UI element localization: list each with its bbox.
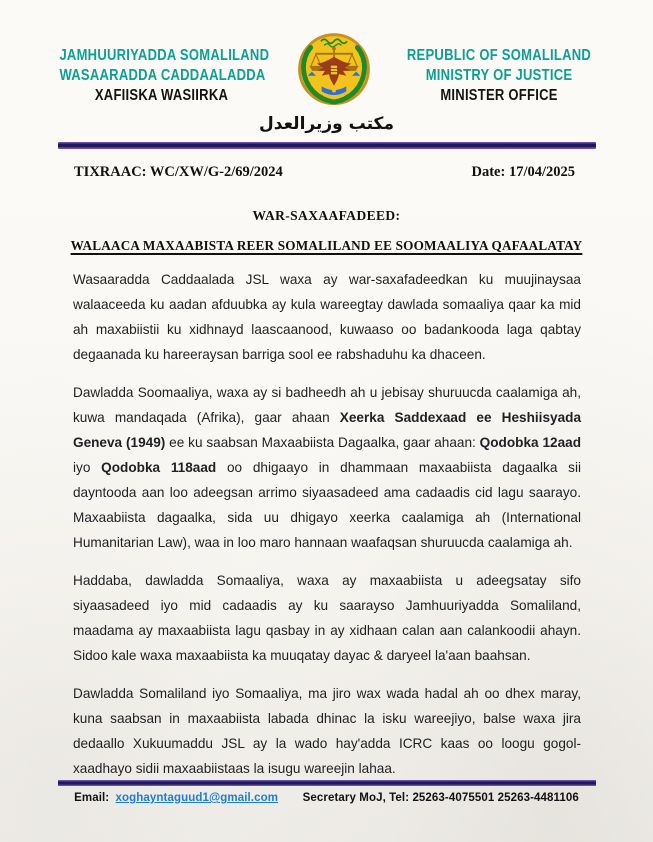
body-paragraph: Haddaba, dawladda Somaaliya, waxa ay maxaabiista u adeegsatay sifo siyaasadeed iyo mid cadaadis ay ku saarayso Jamhuuriyadda Somaliland, maadama ay maxaabiista lagu qasbay in ay xidhaan calan aan calankoodii ahayn. Sidoo kale waxa maxaabiista ka muuqatay dayac & daryeel la'aan baahsan. bbox=[73, 573, 581, 663]
somali-office-name: XAFIISKA WASIIRKA bbox=[94, 87, 229, 104]
somaliland-ministry-justice-seal-icon bbox=[293, 27, 375, 113]
press-release-headline: WALAACA MAXAABISTA REER SOMALILAND EE SOOMAALIYA QAFAALATAY bbox=[70, 238, 583, 253]
press-release-body bbox=[0, 254, 653, 781]
english-country-name: REPUBLIC OF SOMALILAND bbox=[406, 47, 592, 64]
letterhead-somali-block bbox=[40, 46, 283, 106]
somali-ministry-name: WASAARADDA CADDAALADDA bbox=[59, 67, 266, 84]
body-paragraph: Dawladda Soomaaliya, waxa ay si badheedh ah u jebisay shuruucda caalamiga ah, kuwa mandaqada (Afrika), gaar ahaan Xeerka Saddexaad ee Heshiisyada Geneva (1949) ee ku saabsan Maxaabiista Dagaalka, gaar ahaan: Qodobka 12aad iyo Qodobka 118aad oo dhigaayo in dhammaan maxaabiista dagaalka sii dayntooda aan loo adeegsan arrimo siyaasadeed ama cadaadis cid lagu saarayo. Maxaabiista dagaalka, sida uu dhigayo xeerka caalamiga ah (International Humanitarian Law), waa in loo maro hannaan waafaqsan shuruucda caalamiga ah. bbox=[73, 385, 582, 550]
email-link[interactable]: xoghayntaguud1@gmail.com bbox=[115, 792, 279, 804]
somali-country-name: JAMHUURIYADDA SOMALILAND bbox=[59, 47, 270, 64]
letterhead bbox=[0, 0, 653, 113]
arabic-office-caption: مكتب وزيرالعدل bbox=[259, 114, 394, 134]
email-label: Email: bbox=[74, 792, 110, 804]
body-paragraph: Wasaaradda Caddaalada JSL waxa ay war-saxafadeedkan ku muujinaysaa walaaceeda ku aadan afduubka ay kula wareegtay dawlada somaaliya qaar ka mid ah maxabiistii ku xidhnayd laascaanood, kuwaaso oo badankooda laga qabtay degaanada ku hareeraysan barriga sool ee rabshaduhu ka dhaceen. bbox=[73, 272, 581, 362]
document-date: Date: 17/04/2025 bbox=[471, 164, 575, 180]
reference-number: TIXRAAC: WC/XW/G-2/69/2024 bbox=[74, 164, 283, 180]
letterhead-english-block bbox=[385, 46, 613, 106]
english-ministry-name: MINISTRY OF JUSTICE bbox=[425, 67, 573, 84]
secretary-contact: Secretary MoJ, Tel: 25263-4075501 25263-4481106 bbox=[302, 792, 579, 804]
press-release-kicker: WAR-SAXAAFADEED: bbox=[252, 208, 401, 223]
footer-contact-line bbox=[0, 786, 653, 804]
page-footer bbox=[0, 780, 653, 804]
reference-row bbox=[0, 149, 653, 181]
body-paragraph: Dawladda Somaliland iyo Somaaliya, ma jiro wax wada hadal ah oo dhex maray, kuna saabsan in maxaabiista labada dhinac la isku wareejiyo, balse waxa jira dedaallo Xukuumaddu JSL ay la wado hay'adda ICRC kaas oo loogu gogol-xaadhayo sidii maxaabiistaas la isugu wareejin lahaa. bbox=[73, 686, 581, 776]
english-office-name: MINISTER OFFICE bbox=[440, 87, 558, 104]
header-divider-rule bbox=[58, 142, 596, 149]
